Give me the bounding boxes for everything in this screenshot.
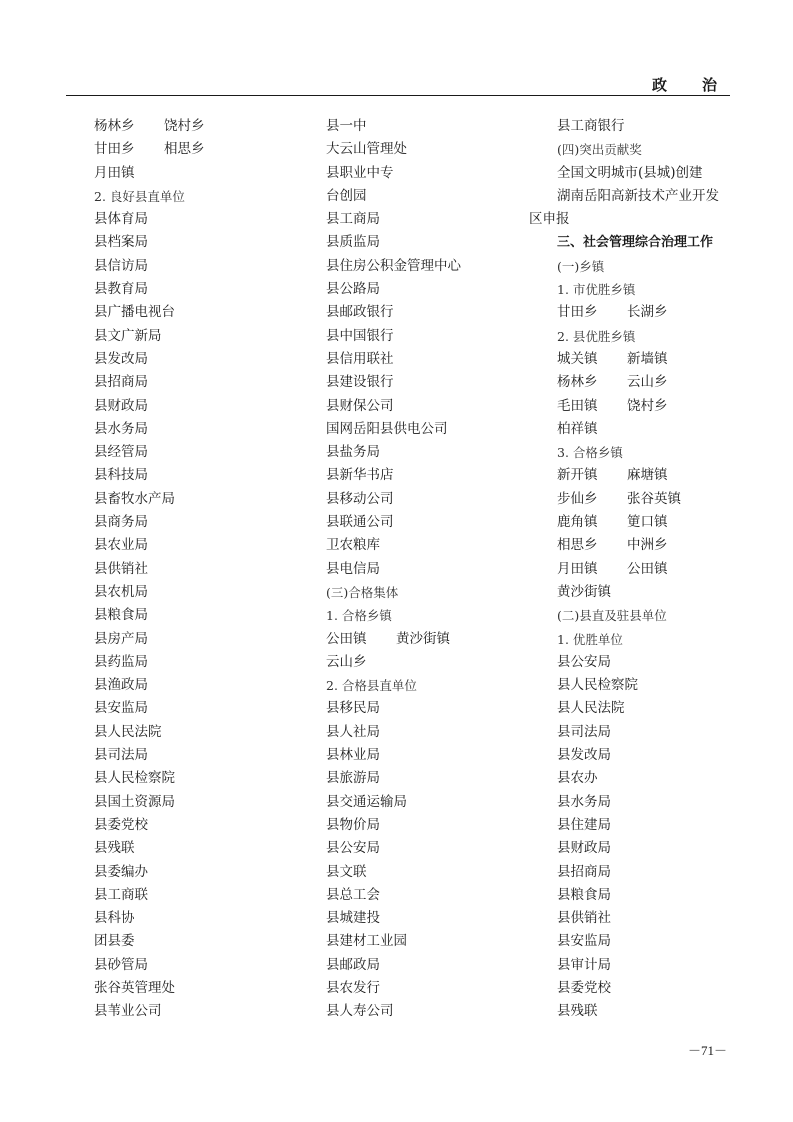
list-item: 县砂管局 bbox=[94, 956, 148, 973]
list-item: 县交通运输局 bbox=[326, 793, 407, 810]
column-3 bbox=[529, 115, 737, 1024]
list-item: 2. 合格县直单位 bbox=[326, 678, 417, 694]
list-item: 县供销社 bbox=[557, 910, 611, 927]
header-rule bbox=[66, 95, 730, 96]
list-item bbox=[557, 511, 737, 534]
list-item: 县残联 bbox=[557, 1003, 598, 1020]
list-item: 县安监局 bbox=[94, 700, 148, 717]
list-item: 县移动公司 bbox=[326, 490, 394, 507]
list-item: 县科协 bbox=[94, 910, 135, 927]
list-item: 县畜牧水产局 bbox=[94, 490, 175, 507]
list-item-text-secondary: 张谷英镇 bbox=[627, 490, 681, 507]
list-item: 县中国银行 bbox=[326, 327, 394, 344]
list-item: (一)乡镇 bbox=[557, 258, 605, 274]
list-item: 县发改局 bbox=[557, 747, 611, 764]
list-item-text-secondary: 麻塘镇 bbox=[627, 467, 668, 484]
list-item: 县粮食局 bbox=[557, 886, 611, 903]
list-item: 县农机局 bbox=[94, 583, 148, 600]
list-item-text-secondary: 新墙镇 bbox=[627, 350, 668, 367]
list-item-text: 城关镇 bbox=[557, 350, 598, 367]
list-item: 县信访局 bbox=[94, 257, 148, 274]
list-item: 县广播电视台 bbox=[94, 304, 175, 321]
list-item: 区申报 bbox=[529, 211, 570, 228]
list-item: 县教育局 bbox=[94, 281, 148, 298]
list-item-text-secondary: 筻口镇 bbox=[627, 514, 668, 531]
list-item: 县人民检察院 bbox=[94, 770, 175, 787]
list-item: 湖南岳阳高新技术产业开发 bbox=[557, 187, 719, 204]
list-item: 县建设银行 bbox=[326, 374, 394, 391]
list-item: 县公安局 bbox=[326, 840, 380, 857]
list-item: 县电信局 bbox=[326, 560, 380, 577]
list-item-text: 鹿角镇 bbox=[557, 514, 598, 531]
list-item: 县供销社 bbox=[94, 560, 148, 577]
list-item: 县房产局 bbox=[94, 630, 148, 647]
list-item: 县人社局 bbox=[326, 723, 380, 740]
list-item bbox=[94, 115, 304, 138]
list-item: 县财保公司 bbox=[326, 397, 394, 414]
list-item: 柏祥镇 bbox=[557, 420, 598, 437]
list-item: 县公路局 bbox=[326, 281, 380, 298]
list-item-text: 步仙乡 bbox=[557, 490, 598, 507]
list-item-text-secondary: 云山乡 bbox=[627, 374, 668, 391]
list-item: 县工商联 bbox=[94, 886, 148, 903]
list-item: 县招商局 bbox=[94, 374, 148, 391]
list-item-text: 杨林乡 bbox=[94, 118, 135, 134]
list-item: 县人民法院 bbox=[557, 700, 625, 717]
list-item: 县水务局 bbox=[557, 793, 611, 810]
list-item bbox=[326, 628, 536, 651]
list-item: 县水务局 bbox=[94, 420, 148, 437]
list-item bbox=[557, 558, 737, 581]
list-item: 县农发行 bbox=[326, 979, 380, 996]
list-item: 县科技局 bbox=[94, 467, 148, 484]
list-item: 县邮政局 bbox=[326, 956, 380, 973]
list-item: 县渔政局 bbox=[94, 677, 148, 694]
list-item-text-secondary: 公田镇 bbox=[627, 560, 668, 577]
list-item: 县药监局 bbox=[94, 653, 148, 670]
list-item: 县安监局 bbox=[557, 933, 611, 950]
list-item: 县委党校 bbox=[94, 816, 148, 833]
list-item-text: 杨林乡 bbox=[557, 374, 598, 391]
list-item: 县工商银行 bbox=[557, 118, 625, 134]
list-item: 县人民检察院 bbox=[557, 677, 638, 694]
list-item bbox=[557, 371, 737, 394]
list-item: 县总工会 bbox=[326, 886, 380, 903]
list-item: 台创园 bbox=[326, 187, 367, 204]
list-item: 县档案局 bbox=[94, 234, 148, 251]
list-item: 县人民法院 bbox=[94, 723, 162, 740]
list-item bbox=[557, 464, 737, 487]
list-item bbox=[557, 488, 737, 511]
list-item bbox=[557, 534, 737, 557]
list-item: 县文广新局 bbox=[94, 327, 162, 344]
list-item: 县委编办 bbox=[94, 863, 148, 880]
list-item: 县残联 bbox=[94, 840, 135, 857]
list-item: 县物价局 bbox=[326, 816, 380, 833]
list-item-text: 甘田乡 bbox=[557, 304, 598, 321]
list-item: 县财政局 bbox=[94, 397, 148, 414]
list-item: 县体育局 bbox=[94, 211, 148, 228]
list-item: 县公安局 bbox=[557, 653, 611, 670]
list-item: 县联通公司 bbox=[326, 514, 394, 531]
list-item-text: 相思乡 bbox=[557, 537, 598, 554]
page-number: －71－ bbox=[687, 1043, 727, 1058]
list-item-text: 公田镇 bbox=[326, 630, 367, 647]
list-item: 1. 市优胜乡镇 bbox=[557, 282, 636, 298]
list-item: 云山乡 bbox=[326, 653, 367, 670]
list-item: 县工商局 bbox=[326, 211, 380, 228]
list-item: 县职业中专 bbox=[326, 164, 394, 181]
list-item: 县发改局 bbox=[94, 350, 148, 367]
list-item bbox=[557, 301, 737, 324]
list-item bbox=[557, 395, 737, 418]
list-item: 县信用联社 bbox=[326, 350, 394, 367]
section-title: 政 治 bbox=[651, 76, 727, 94]
list-item: 2. 县优胜乡镇 bbox=[557, 328, 636, 344]
list-item: 县人寿公司 bbox=[326, 1003, 394, 1020]
list-item bbox=[94, 138, 304, 161]
list-item: 县审计局 bbox=[557, 956, 611, 973]
list-item-text-secondary: 饶村乡 bbox=[164, 118, 205, 134]
list-item: 3. 合格乡镇 bbox=[557, 445, 623, 461]
list-item: 县林业局 bbox=[326, 747, 380, 764]
list-item: 卫农粮库 bbox=[326, 537, 380, 554]
list-item-text-secondary: 相思乡 bbox=[164, 141, 205, 158]
column-2 bbox=[326, 115, 536, 1024]
list-item: 县委党校 bbox=[557, 979, 611, 996]
list-item: 县邮政银行 bbox=[326, 304, 394, 321]
list-item: (四)突出贡献奖 bbox=[557, 142, 642, 158]
list-item: 全国文明城市(县城)创建 bbox=[557, 164, 703, 181]
list-item: 县城建投 bbox=[326, 910, 380, 927]
list-item: 县司法局 bbox=[94, 747, 148, 764]
list-item: 国网岳阳县供电公司 bbox=[326, 420, 448, 437]
list-item: 县住房公积金管理中心 bbox=[326, 257, 461, 274]
list-item-text: 月田镇 bbox=[557, 560, 598, 577]
list-item-text-secondary: 长湖乡 bbox=[627, 304, 668, 321]
list-item: 团县委 bbox=[94, 933, 135, 950]
list-item: 三、社会管理综合治理工作 bbox=[557, 235, 714, 251]
list-item bbox=[557, 348, 737, 371]
list-item: 县招商局 bbox=[557, 863, 611, 880]
list-item-text: 毛田镇 bbox=[557, 397, 598, 414]
list-item: 县国土资源局 bbox=[94, 793, 175, 810]
list-item: 县文联 bbox=[326, 863, 367, 880]
list-item: 县苇业公司 bbox=[94, 1003, 162, 1020]
list-item-text: 甘田乡 bbox=[94, 141, 135, 158]
list-item: (三)合格集体 bbox=[326, 584, 399, 600]
column-1 bbox=[94, 115, 304, 1024]
list-item: 大云山管理处 bbox=[326, 141, 407, 158]
list-item: 县经管局 bbox=[94, 444, 148, 461]
list-item: 县住建局 bbox=[557, 816, 611, 833]
list-item-text-secondary: 饶村乡 bbox=[627, 397, 668, 414]
list-item: 县一中 bbox=[326, 118, 367, 134]
list-item: 县移民局 bbox=[326, 700, 380, 717]
list-item: (二)县直及驻县单位 bbox=[557, 608, 667, 624]
list-item-text-secondary: 黄沙街镇 bbox=[396, 630, 450, 647]
list-item: 县农业局 bbox=[94, 537, 148, 554]
list-item: 县财政局 bbox=[557, 840, 611, 857]
list-item: 县盐务局 bbox=[326, 444, 380, 461]
list-item: 1. 优胜单位 bbox=[557, 631, 623, 647]
list-item: 县建材工业园 bbox=[326, 933, 407, 950]
list-item: 县粮食局 bbox=[94, 607, 148, 624]
list-item: 2. 良好县直单位 bbox=[94, 188, 185, 204]
list-item: 县质监局 bbox=[326, 234, 380, 251]
list-item: 月田镇 bbox=[94, 164, 135, 181]
list-item: 县新华书店 bbox=[326, 467, 394, 484]
list-item: 黄沙街镇 bbox=[557, 583, 611, 600]
list-item: 县旅游局 bbox=[326, 770, 380, 787]
list-item: 县商务局 bbox=[94, 514, 148, 531]
list-item: 张谷英管理处 bbox=[94, 979, 175, 996]
list-item-text: 新开镇 bbox=[557, 467, 598, 484]
list-item-text-secondary: 中洲乡 bbox=[627, 537, 668, 554]
list-item: 1. 合格乡镇 bbox=[326, 608, 392, 624]
list-item: 县司法局 bbox=[557, 723, 611, 740]
list-item: 县农办 bbox=[557, 770, 598, 787]
